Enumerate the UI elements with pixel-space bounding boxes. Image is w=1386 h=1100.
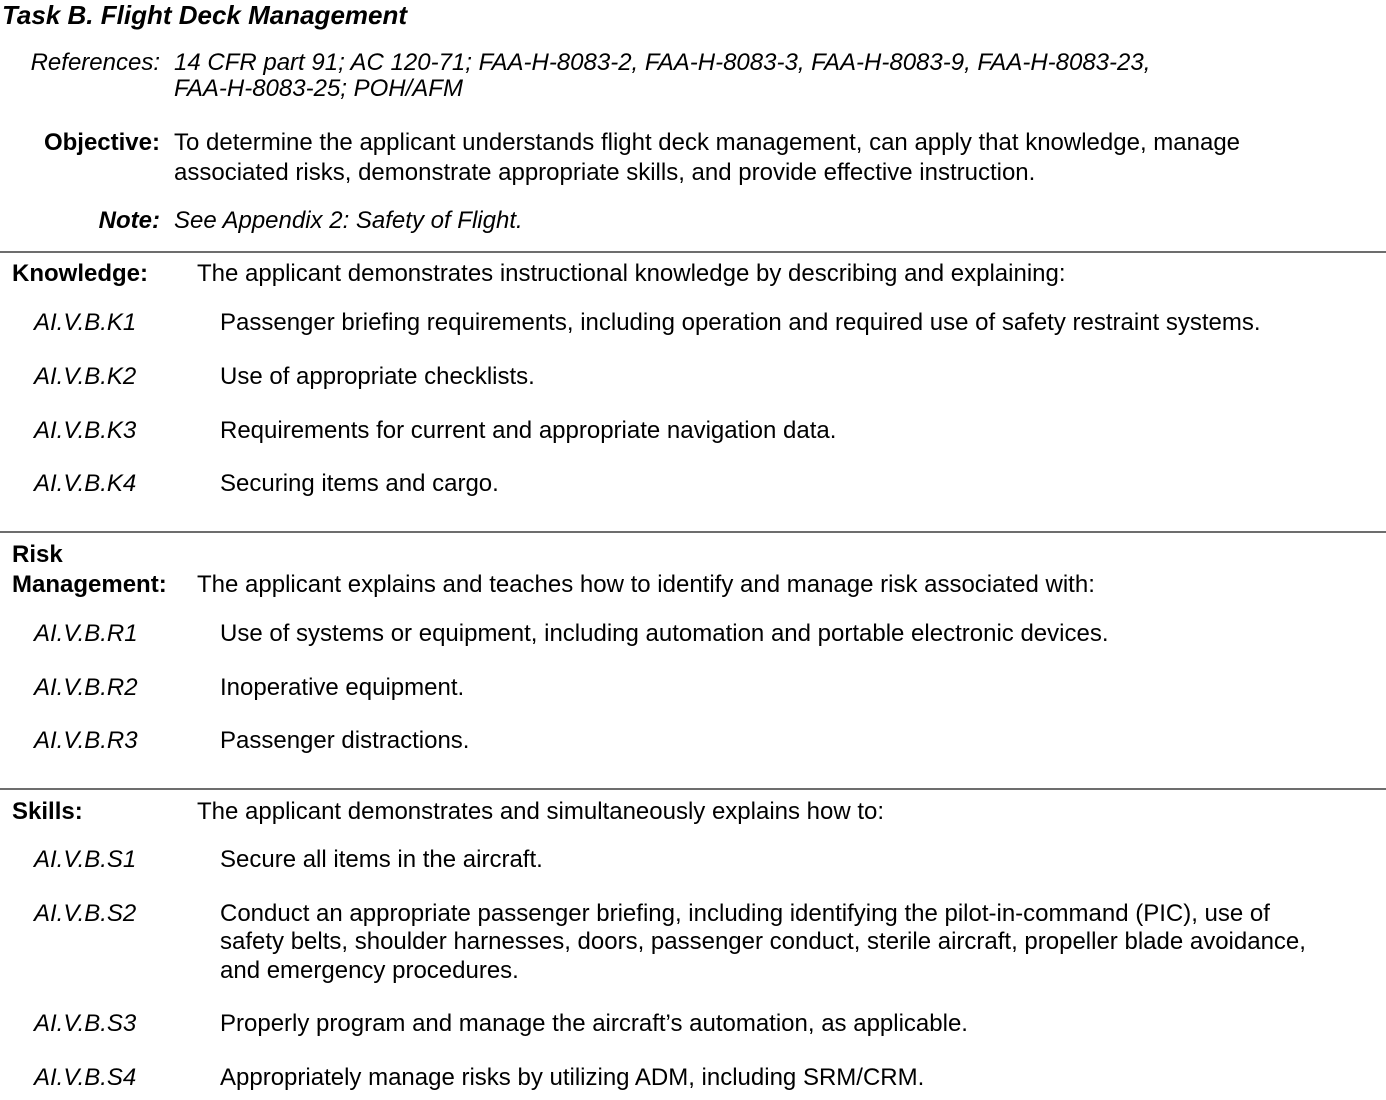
knowledge-code-k4: AI.V.B.K4 [34, 470, 137, 497]
knowledge-code-k2: AI.V.B.K2 [34, 363, 137, 390]
skills-item-s2-line-1: Conduct an appropriate passenger briefing, including identifying the pilot-in-command (PIC), use of [220, 900, 1270, 927]
knowledge-intro: The applicant demonstrates instructional knowledge by describing and explaining: [197, 260, 1066, 287]
risk-item-r3: Passenger distractions. [220, 727, 470, 754]
knowledge-code-k1: AI.V.B.K1 [34, 309, 137, 336]
risk-code-r3: AI.V.B.R3 [34, 727, 138, 754]
skills-item-s2-line-3: and emergency procedures. [220, 957, 519, 984]
risk-intro: The applicant explains and teaches how to identify and manage risk associated with: [197, 571, 1095, 598]
skills-code-s1: AI.V.B.S1 [34, 846, 137, 873]
knowledge-code-k3: AI.V.B.K3 [34, 417, 137, 444]
skills-intro: The applicant demonstrates and simultaneously explains how to: [197, 798, 885, 825]
divider-knowledge [0, 251, 1386, 253]
skills-code-s2: AI.V.B.S2 [34, 900, 137, 927]
note-text: See Appendix 2: Safety of Flight. [174, 207, 523, 234]
risk-label-line-2: Management: [12, 571, 167, 598]
note-label: Note: [98, 207, 160, 234]
risk-code-r1: AI.V.B.R1 [34, 620, 138, 647]
knowledge-item-k1: Passenger briefing requirements, including operation and required use of safety restraint systems. [220, 309, 1261, 336]
knowledge-item-k2: Use of appropriate checklists. [220, 363, 535, 390]
divider-risk [0, 531, 1386, 533]
skills-item-s3: Properly program and manage the aircraft’s automation, as applicable. [220, 1010, 968, 1037]
risk-item-r2: Inoperative equipment. [220, 674, 465, 701]
skills-item-s2-line-2: safety belts, shoulder harnesses, doors, passenger conduct, sterile aircraft, propeller blade avoidance, [220, 928, 1306, 955]
skills-code-s4: AI.V.B.S4 [34, 1064, 137, 1091]
knowledge-item-k3: Requirements for current and appropriate navigation data. [220, 417, 837, 444]
knowledge-item-k4: Securing items and cargo. [220, 470, 499, 497]
objective-line-1: To determine the applicant understands flight deck management, can apply that knowledge, manage [174, 129, 1241, 156]
risk-item-r1: Use of systems or equipment, including automation and portable electronic devices. [220, 620, 1109, 647]
skills-code-s3: AI.V.B.S3 [34, 1010, 137, 1037]
references-line-1: 14 CFR part 91; AC 120-71; FAA-H-8083-2, FAA-H-8083-3, FAA-H-8083-9, FAA-H-8083-23, [174, 49, 1151, 76]
objective-line-2: associated risks, demonstrate appropriate skills, and provide effective instruction. [174, 159, 1036, 186]
knowledge-label: Knowledge: [12, 260, 148, 287]
references-label: References: [30, 49, 160, 76]
task-title: Task B. Flight Deck Management [2, 0, 408, 30]
skills-item-s4: Appropriately manage risks by utilizing ADM, including SRM/CRM. [220, 1064, 925, 1091]
skills-label: Skills: [12, 798, 83, 825]
divider-skills [0, 788, 1386, 790]
objective-label: Objective: [43, 129, 160, 156]
references-line-2: FAA-H-8083-25; POH/AFM [174, 75, 463, 102]
skills-item-s1: Secure all items in the aircraft. [220, 846, 543, 873]
risk-label-line-1: Risk [12, 541, 63, 568]
risk-code-r2: AI.V.B.R2 [34, 674, 138, 701]
